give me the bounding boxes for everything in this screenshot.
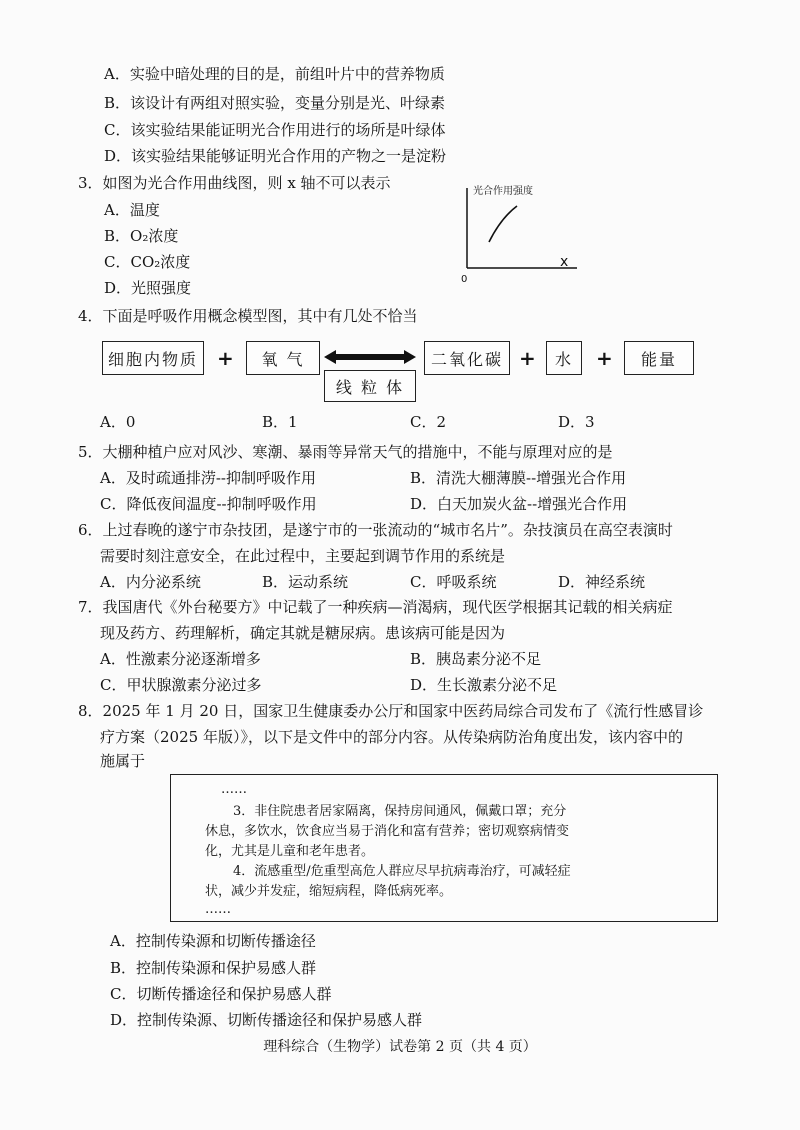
- q7-stem-line1: 7．我国唐代《外台秘要方》中记载了一种疾病—消渴病，现代医学根据其记载的相关病症: [78, 598, 673, 616]
- q7-option-c: C．甲状腺激素分泌过多: [100, 676, 262, 694]
- q3-option-d: D．光照强度: [104, 279, 192, 297]
- q6-option-c: C．呼吸系统: [410, 573, 497, 591]
- q6-option-d: D．神经系统: [558, 573, 646, 591]
- box-carbon-dioxide: 二氧化碳: [424, 341, 510, 375]
- excerpt-line: 化，尤其是儿童和老年患者。: [205, 844, 375, 859]
- graph-origin: 0: [461, 274, 468, 285]
- box-cell-substance: 细胞内物质: [102, 341, 204, 375]
- q3-stem: 3．如图为光合作用曲线图，则 x 轴不可以表示: [78, 174, 391, 192]
- q8-stem-line3: 施属于: [100, 752, 146, 770]
- box-water: 水: [546, 341, 582, 375]
- q4-option-d: D．3: [558, 413, 595, 431]
- q5-option-c: C．降低夜间温度--抑制呼吸作用: [100, 495, 317, 513]
- q3-option-c: C．CO₂浓度: [104, 253, 191, 271]
- q8-stem-line2: 疗方案（2025 年版）》，以下是文件中的部分内容。从传染病防治角度出发，该内容中的: [100, 728, 683, 746]
- q8-option-c: C．切断传播途径和保护易感人群: [110, 985, 332, 1003]
- box-energy: 能量: [624, 341, 694, 375]
- box-mitochondria: 线 粒 体: [324, 370, 416, 402]
- q2-option-d: D．该实验结果能够证明光合作用的产物之一是淀粉: [104, 147, 447, 165]
- graph-y-label: 光合作用强度: [473, 186, 533, 197]
- q4-option-c: C．2: [410, 413, 447, 431]
- q2-option-b: B．该设计有两组对照实验，变量分别是光、叶绿素: [104, 94, 446, 112]
- excerpt-ellipsis: ……: [221, 782, 247, 797]
- q7-option-b: B．胰岛素分泌不足: [410, 650, 542, 668]
- q4-stem: 4．下面是呼吸作用概念模型图，其中有几处不恰当: [78, 307, 418, 325]
- plus-sign: +: [519, 346, 536, 370]
- q6-option-a: A．内分泌系统: [100, 573, 201, 591]
- q6-stem-line2: 需要时刻注意安全，在此过程中，主要起到调节作用的系统是: [100, 547, 506, 565]
- q8-option-b: B．控制传染源和保护易感人群: [110, 959, 317, 977]
- q8-option-a: A．控制传染源和切断传播途径: [110, 932, 316, 950]
- q5-option-a: A．及时疏通排涝--抑制呼吸作用: [100, 469, 316, 487]
- excerpt-line: 4．流感重型/危重型高危人群应尽早抗病毒治疗，可减轻症: [233, 864, 571, 879]
- q4-option-b: B．1: [262, 413, 298, 431]
- box-oxygen: 氧 气: [246, 341, 320, 375]
- q5-stem: 5．大棚种植户应对风沙、寒潮、暴雨等异常天气的措施中，不能与原理对应的是: [78, 443, 613, 461]
- q5-option-b: B．清洗大棚薄膜--增强光合作用: [410, 469, 627, 487]
- q2-option-c: C．该实验结果能证明光合作用进行的场所是叶绿体: [104, 121, 446, 139]
- excerpt-ellipsis: ……: [205, 902, 231, 917]
- document-excerpt-box: [170, 774, 718, 922]
- q5-option-d: D．白天加炭火盆--增强光合作用: [410, 495, 628, 513]
- q6-stem-line1: 6．上过春晚的遂宁市杂技团，是遂宁市的一张流动的“城市名片”。杂技演员在高空表演时: [78, 521, 673, 539]
- q2-option-a: A．实验中暗处理的目的是，前组叶片中的营养物质: [104, 65, 445, 83]
- plus-sign: +: [217, 346, 234, 370]
- q3-option-b: B．O₂浓度: [104, 227, 179, 245]
- excerpt-line: 状，减少并发症，缩短病程，降低病死率。: [205, 884, 453, 899]
- plus-sign: +: [596, 346, 613, 370]
- q3-curve-graph: [455, 180, 595, 285]
- page-footer: 理科综合（生物学）试卷第 2 页（共 4 页）: [263, 1039, 537, 1055]
- q7-option-a: A．性激素分泌逐渐增多: [100, 650, 261, 668]
- photosynthesis-curve: [489, 206, 517, 242]
- q3-option-a: A．温度: [104, 201, 160, 219]
- q8-stem-line1: 8．2025 年 1 月 20 日，国家卫生健康委办公厅和国家中医药局综合司发布了《流行性感冒诊: [78, 702, 704, 720]
- double-arrow-icon: [322, 348, 418, 366]
- excerpt-line: 休息，多饮水，饮食应当易于消化和富有营养；密切观察病情变: [205, 824, 570, 839]
- q6-option-b: B．运动系统: [262, 573, 349, 591]
- q7-stem-line2: 现及药方、药理解析，确定其就是糖尿病。患该病可能是因为: [100, 624, 506, 642]
- q4-option-a: A．0: [100, 413, 136, 431]
- q8-option-d: D．控制传染源、切断传播途径和保护易感人群: [110, 1011, 423, 1029]
- graph-x-label: x: [560, 254, 569, 270]
- q7-option-d: D．生长激素分泌不足: [410, 676, 558, 694]
- excerpt-line: 3．非住院患者居家隔离，保持房间通风，佩戴口罩；充分: [233, 804, 567, 819]
